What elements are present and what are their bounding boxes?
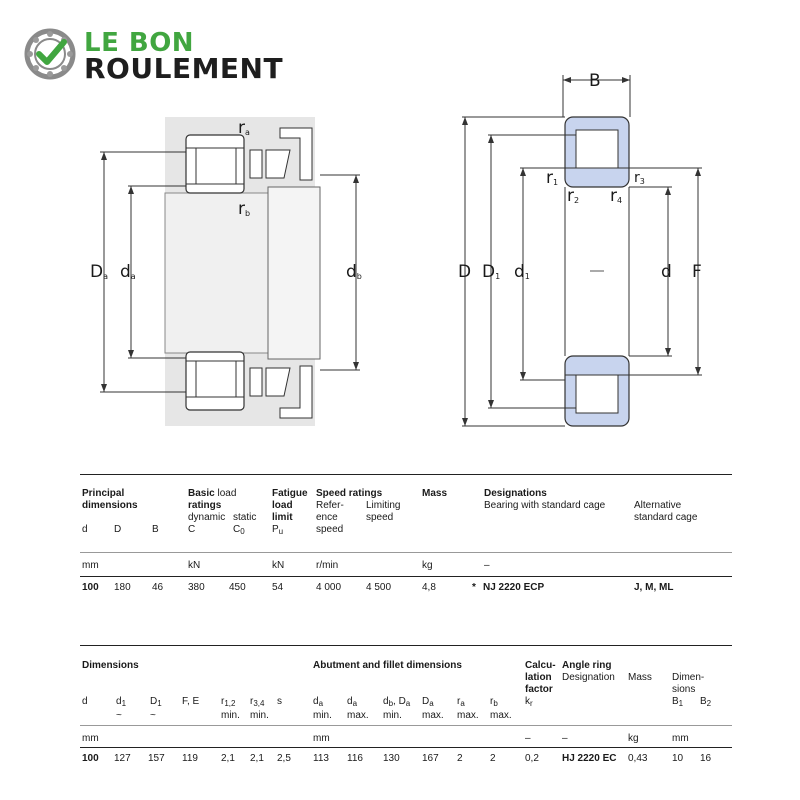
cell2-d1: 127 bbox=[114, 753, 131, 764]
label-D: D bbox=[458, 262, 472, 282]
unit2-dash2: – bbox=[562, 733, 568, 744]
cell-mass: 4,8 bbox=[422, 582, 436, 593]
h2-B2: $B_2$ bbox=[700, 696, 712, 708]
logo-line2: ROULEMENT bbox=[84, 52, 284, 85]
h2-angle-ring: Angle ring bbox=[562, 660, 612, 671]
unit-kg: kg bbox=[422, 560, 433, 571]
h2-r34: $r_{3,4}$ min. bbox=[250, 696, 269, 721]
h2-abutment: Abutment and fillet dimensions bbox=[313, 660, 462, 671]
cell2-ra-max: 2 bbox=[457, 753, 463, 764]
h-D: D bbox=[114, 524, 122, 535]
h2-B1: $B_1$ bbox=[672, 696, 684, 708]
label-da: $d_a$ bbox=[120, 262, 136, 282]
cell2-d: 100 bbox=[82, 753, 99, 764]
h-limiting-speed: speed bbox=[366, 512, 394, 523]
h-bearing-std: Bearing with standard cage bbox=[484, 500, 606, 511]
h-dynamic: dynamic bbox=[188, 512, 226, 523]
label-db: $d_b$ bbox=[346, 262, 362, 282]
h-B: B bbox=[152, 524, 159, 535]
h2-mass: Mass bbox=[628, 672, 652, 683]
h2-d: d bbox=[82, 696, 88, 707]
label-D1: $D_1$ bbox=[482, 262, 501, 282]
h-C0: $C_0$ bbox=[233, 524, 245, 536]
h2-dimen1: Dimen- bbox=[672, 672, 705, 683]
cell2-s: 2,5 bbox=[277, 753, 291, 764]
unit-kN2: kN bbox=[272, 560, 285, 571]
cell2-da-min: 113 bbox=[313, 753, 329, 764]
label-r4: $r_4$ bbox=[610, 186, 623, 206]
h-static: static bbox=[233, 512, 257, 523]
h-ence: ence bbox=[316, 512, 338, 523]
h-mass: Mass bbox=[422, 488, 448, 499]
h-speed: speed bbox=[316, 524, 344, 535]
h2-da-max: $d_a$ max. bbox=[347, 696, 369, 721]
h2-D1: $D_1$ ~ bbox=[150, 696, 162, 721]
cell2-F: 119 bbox=[182, 753, 198, 764]
h2-rb-max: $r_b$ max. bbox=[490, 696, 512, 721]
cell2-ring: HJ 2220 EC bbox=[562, 753, 617, 764]
h-C: C bbox=[188, 524, 196, 535]
h2-r12: $r_{1,2}$ min. bbox=[221, 696, 240, 721]
h-principal: Principal bbox=[82, 488, 125, 499]
h-designations: Designations bbox=[484, 488, 547, 499]
unit2-mm2: mm bbox=[313, 733, 330, 744]
cell2-mass: 0,43 bbox=[628, 753, 648, 764]
unit-dash: – bbox=[484, 560, 490, 571]
h-Pu: $P_u$ bbox=[272, 524, 284, 536]
cell2-kr: 0,2 bbox=[525, 753, 539, 764]
h2-s: s bbox=[277, 696, 282, 707]
cell2-B1: 10 bbox=[672, 753, 684, 764]
h2-kr: $k_r$ bbox=[525, 696, 533, 708]
cell-D: 180 bbox=[114, 582, 131, 593]
label-rb: $r_b$ bbox=[238, 199, 251, 219]
label-d1: $d_1$ bbox=[514, 262, 530, 282]
h-refer: Refer- bbox=[316, 500, 344, 511]
cell2-Da-max: 167 bbox=[422, 753, 439, 764]
cell-star: * bbox=[472, 582, 476, 593]
h2-dimensions: Dimensions bbox=[82, 660, 139, 671]
cell-B: 46 bbox=[152, 582, 164, 593]
label-Da: $D_a$ bbox=[90, 262, 108, 282]
label-B: B bbox=[589, 71, 601, 91]
h-standard-cage: standard cage bbox=[634, 512, 698, 523]
h-dimensions: dimensions bbox=[82, 500, 138, 511]
h2-calc3: factor bbox=[525, 684, 553, 695]
label-d: d bbox=[661, 262, 672, 282]
unit-mm: mm bbox=[82, 560, 99, 571]
h2-d1: $d_1$ ~ bbox=[116, 696, 127, 721]
cell-alt-cage: J, M, ML bbox=[634, 582, 674, 593]
cell2-B2: 16 bbox=[700, 753, 712, 764]
cell2-r34: 2,1 bbox=[250, 753, 264, 764]
h2-db-Da: $d_b$, $D_a$ min. bbox=[383, 696, 411, 721]
cell2-D1: 157 bbox=[148, 753, 165, 764]
h-speed-ratings: Speed ratings bbox=[316, 488, 383, 499]
h2-designation: Designation bbox=[562, 672, 615, 683]
h-load: load bbox=[272, 500, 293, 511]
logo-line1: LE BON bbox=[84, 28, 195, 58]
unit2-dash1: – bbox=[525, 733, 531, 744]
label-r2: $r_2$ bbox=[567, 186, 580, 206]
cell-ref-speed: 4 000 bbox=[316, 582, 342, 593]
cell-C0: 450 bbox=[229, 582, 246, 593]
cell-d: 100 bbox=[82, 582, 99, 593]
unit2-kg: kg bbox=[628, 733, 639, 744]
h2-FE: F, E bbox=[182, 696, 200, 707]
h2-Da-max: $D_a$ max. bbox=[422, 696, 444, 721]
unit2-mm: mm bbox=[82, 733, 99, 744]
cell2-da-max: 116 bbox=[347, 753, 363, 764]
label-ra: $r_a$ bbox=[238, 118, 250, 138]
cell2-r12: 2,1 bbox=[221, 753, 235, 764]
unit-rmin: r/min bbox=[316, 560, 339, 571]
h-ratings: ratings bbox=[188, 500, 222, 511]
h2-calc1: Calcu- bbox=[525, 660, 556, 671]
label-F: F bbox=[692, 262, 702, 282]
h-limiting: Limiting bbox=[366, 500, 401, 511]
unit2-mm3: mm bbox=[672, 733, 689, 744]
h2-calc2: lation bbox=[525, 672, 552, 683]
h-fatigue: Fatigue bbox=[272, 488, 308, 499]
h2-dimen2: sions bbox=[672, 684, 696, 695]
label-r3: $r_3$ bbox=[634, 170, 645, 186]
cell-C: 380 bbox=[188, 582, 205, 593]
h2-da-min: $d_a$ min. bbox=[313, 696, 332, 721]
h2-ra-max: $r_a$ max. bbox=[457, 696, 479, 721]
cell2-db-min: 130 bbox=[383, 753, 400, 764]
h-limit: limit bbox=[272, 512, 293, 523]
cell-lim-speed: 4 500 bbox=[366, 582, 392, 593]
cell-designation: NJ 2220 ECP bbox=[483, 582, 545, 593]
h-d: d bbox=[82, 524, 88, 535]
cell2-rb-max: 2 bbox=[490, 753, 496, 764]
h-basic-load: Basic load bbox=[188, 488, 237, 499]
cell-Pu: 54 bbox=[272, 582, 284, 593]
h-alternative: Alternative bbox=[634, 500, 682, 511]
label-r1: $r_1$ bbox=[546, 168, 559, 188]
unit-kN: kN bbox=[188, 560, 201, 571]
